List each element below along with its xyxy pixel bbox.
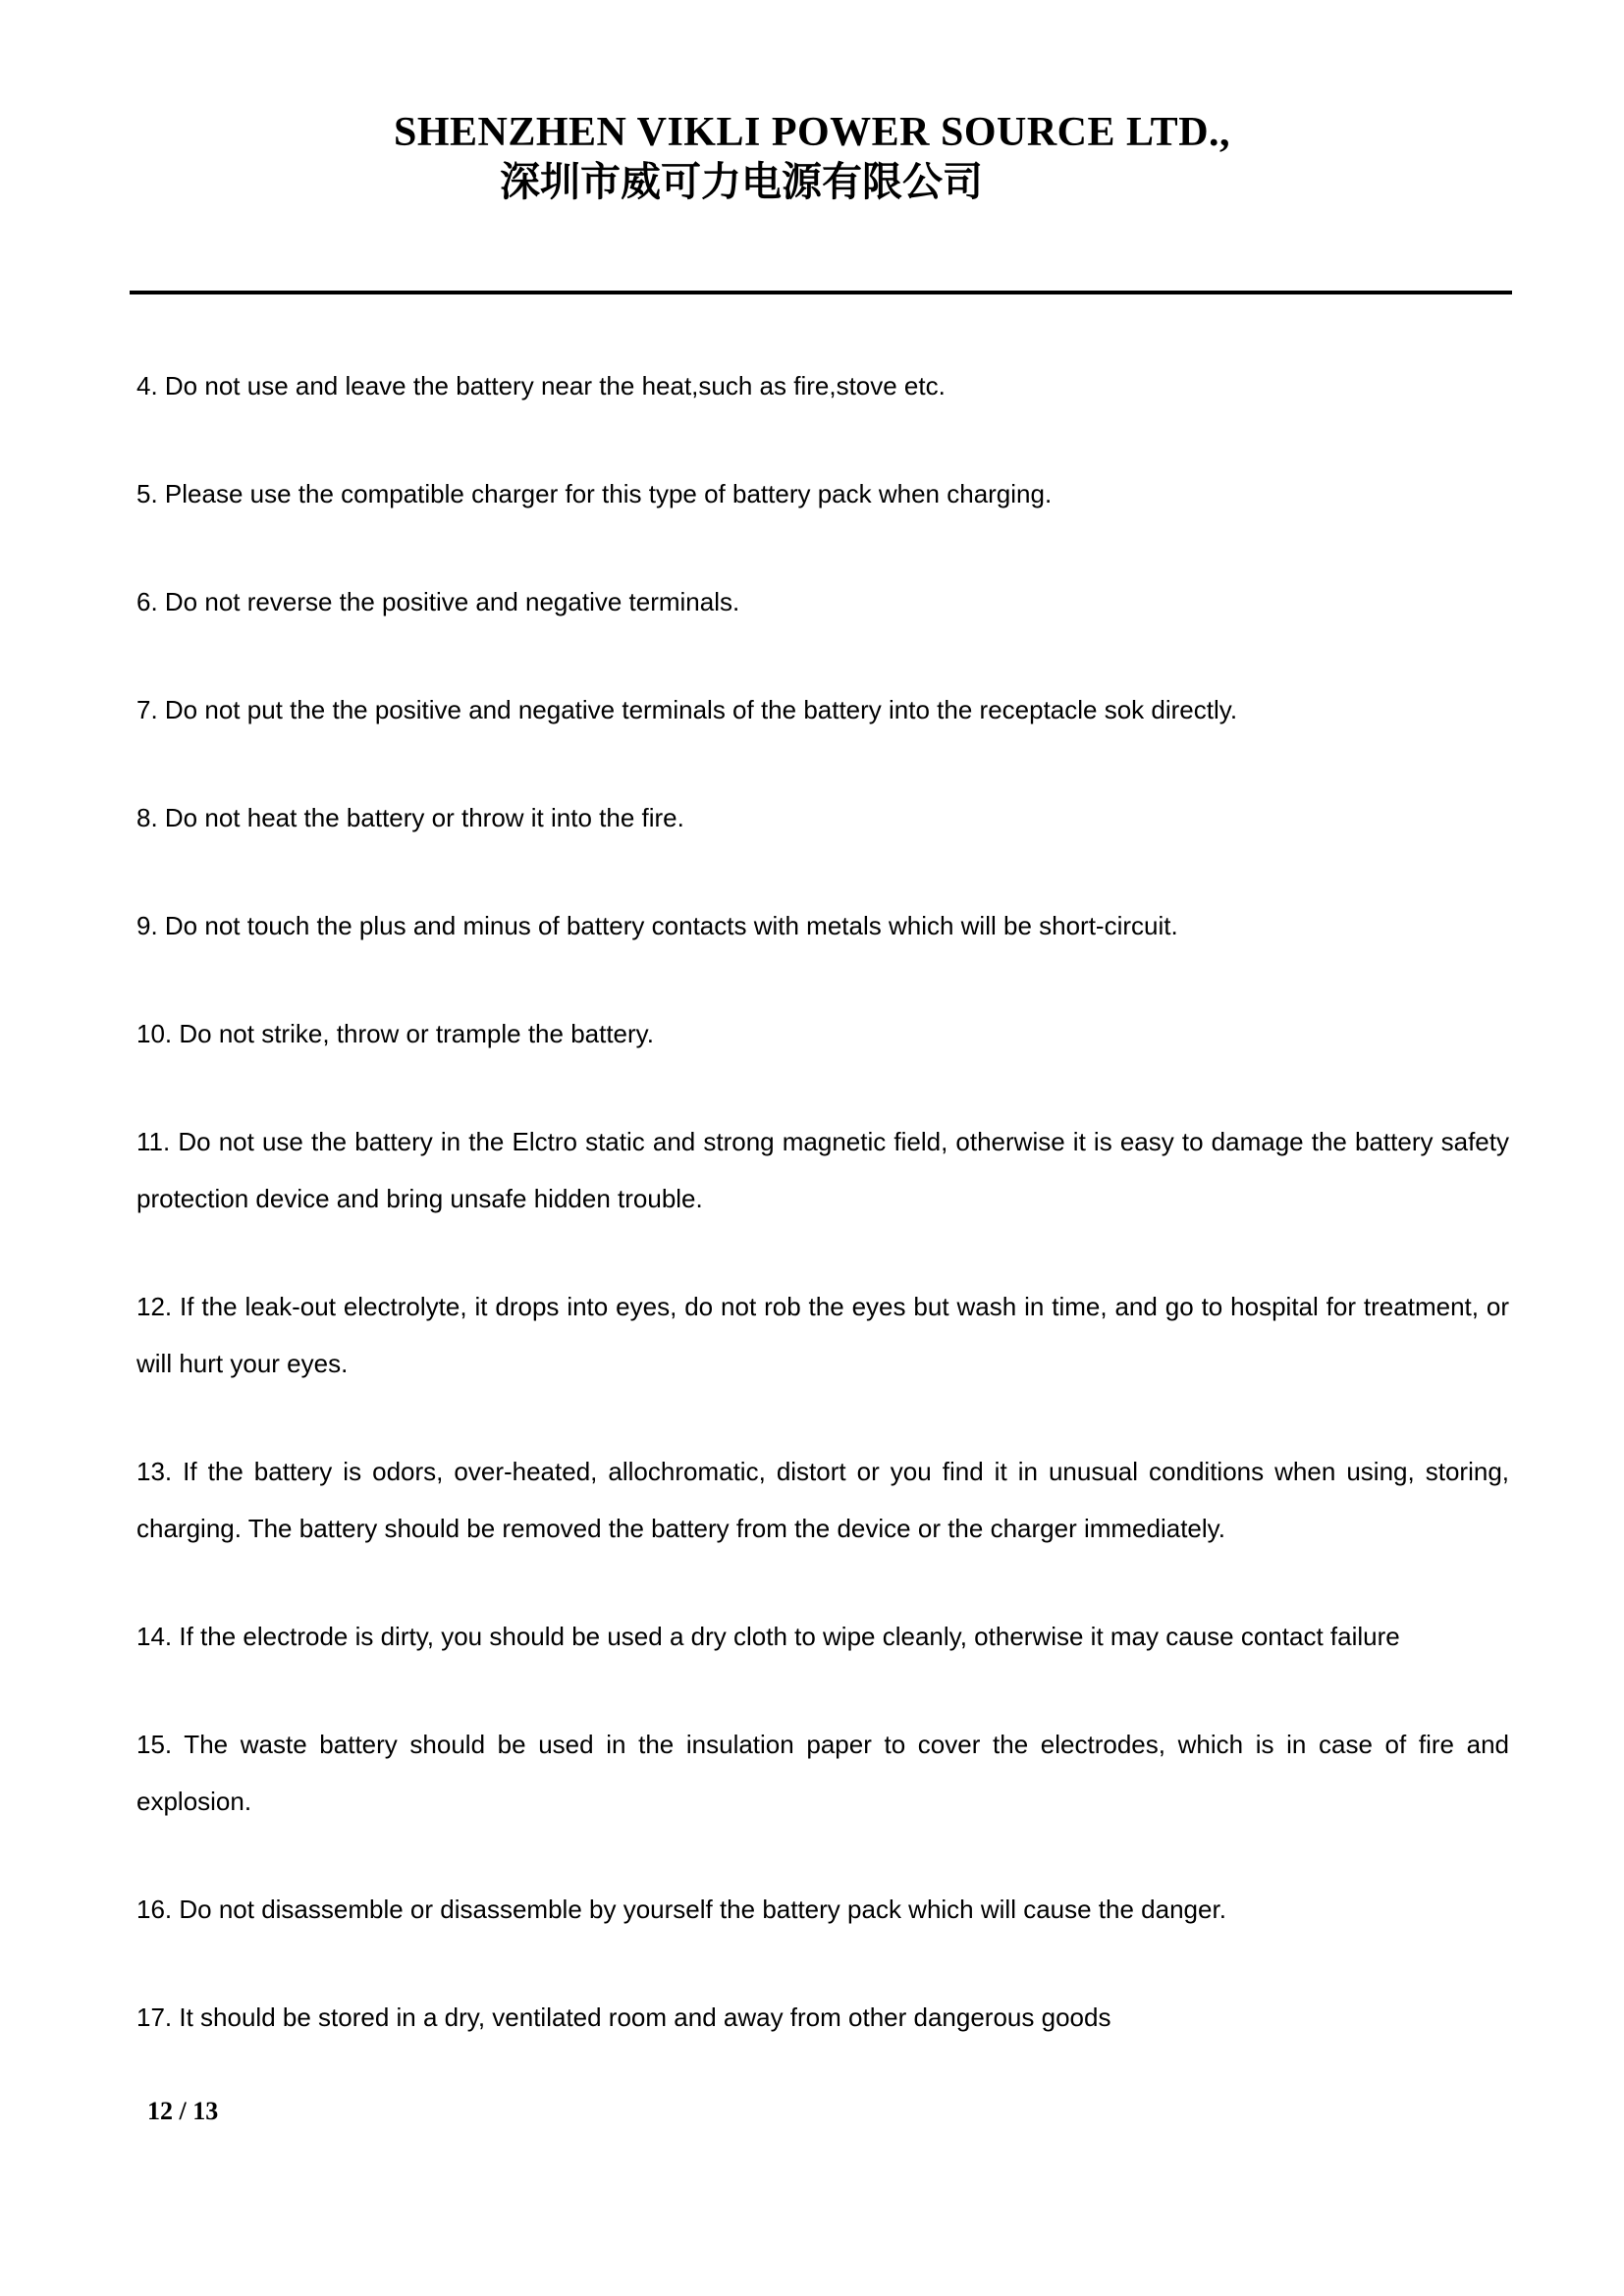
instruction-list (136, 357, 1509, 2097)
instruction-item-10: 10. Do not strike, throw or trample the battery. (136, 1019, 654, 1048)
instruction-item-6: 6. Do not reverse the positive and negative terminals. (136, 587, 740, 616)
instruction-item-5: 5. Please use the compatible charger for this type of battery pack when charging. (136, 479, 1053, 508)
instruction-item-14: 14. If the electrode is dirty, you should be used a dry cloth to wipe cleanly, otherwise it may cause contact failure (136, 1622, 1400, 1651)
instruction-item-7: 7. Do not put the the positive and negative terminals of the battery into the receptacle sok directly. (136, 695, 1238, 724)
company-name-chinese: 深圳市威可力电源有限公司 (500, 159, 983, 204)
instruction-item-17: 17. It should be stored in a dry, ventilated room and away from other dangerous goods (136, 2002, 1111, 2032)
header-divider-rule (130, 291, 1512, 294)
company-name-english: SHENZHEN VIKLI POWER SOURCE LTD., (393, 110, 1231, 155)
document-header (0, 108, 1624, 206)
instruction-item-11: 11. Do not use the battery in the Elctro static and strong magnetic field, otherwise it is easy to damage the battery safety protection device and bring unsafe hidden trouble. (136, 1127, 1509, 1213)
instruction-item-13: 13. If the battery is odors, over-heated, allochromatic, distort or you find it in unusual conditions when using, storing, charging. The battery should be removed the battery from the device or the charger immediately. (136, 1457, 1509, 1543)
instruction-item-9: 9. Do not touch the plus and minus of battery contacts with metals which will be short-circuit. (136, 911, 1178, 940)
instruction-item-16: 16. Do not disassemble or disassemble by yourself the battery pack which will cause the danger. (136, 1895, 1226, 1924)
instruction-item-8: 8. Do not heat the battery or throw it into the fire. (136, 803, 684, 832)
instruction-item-12: 12. If the leak-out electrolyte, it drops into eyes, do not rob the eyes but wash in time, and go to hospital for treatment, or will hurt your eyes. (136, 1292, 1509, 1378)
instruction-item-4: 4. Do not use and leave the battery near the heat,such as fire,stove etc. (136, 371, 946, 400)
instruction-item-15: 15. The waste battery should be used in the insulation paper to cover the electrodes, which is in case of fire and explosion. (136, 1730, 1509, 1816)
page-number: 12 / 13 (147, 2097, 219, 2125)
